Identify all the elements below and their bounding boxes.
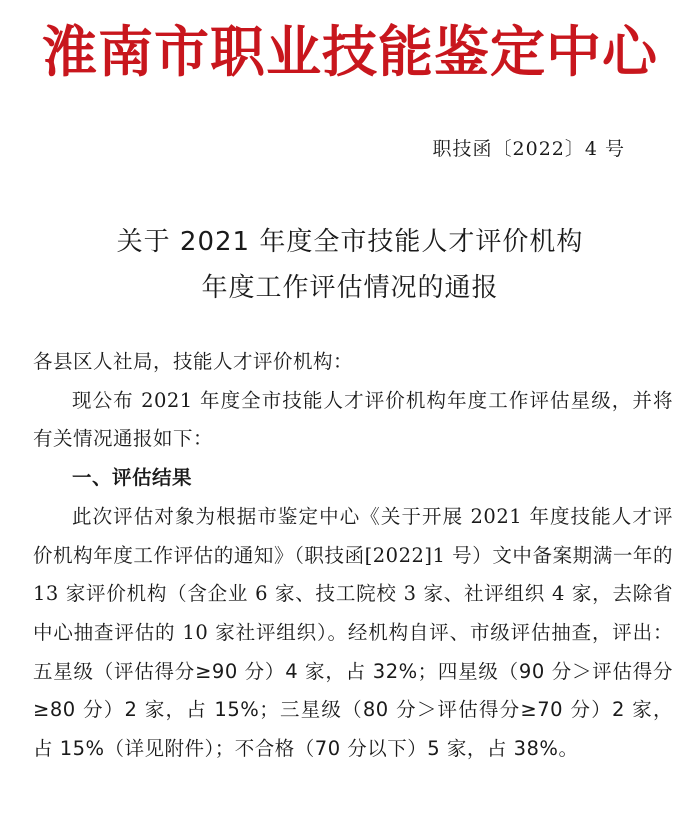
salutation: 各县区人社局，技能人才评价机构：: [33, 350, 354, 373]
section-1-text: 此次评估对象为根据市鉴定中心《关于开展 2021 年度技能人才评价机构年度工作评估的通知》（职技函[2022]1 号）文中备案期满一年的 13 家评价机构（含企业 6 家、技工院校 3 家、社评组织 4 家，去除省中心抽查评估的 10 家社评组织）。: [33, 504, 673, 644]
document-title-line-2: 年度工作评估情况的通报: [201, 273, 499, 303]
document-body: [33, 343, 673, 769]
document-title-line-1: 关于 2021 年度全市技能人才评价机构: [116, 227, 584, 257]
intro-paragraph: 现公布 2021 年度全市技能人才评价机构年度工作评估星级，并将有关情况通报如下：: [33, 388, 673, 451]
document-number: 职技函〔2022〕4 号: [432, 138, 625, 160]
section-1-heading: 一、评估结果: [72, 466, 193, 490]
section-1-paragraph: [33, 498, 673, 769]
section-1-results: 经机构自评、市级评估抽查，评出：五星级（评估得分≥90 分）4 家，占 32%；四星级（90 分＞评估得分≥80 分）2 家，占 15%；三星级（80 分＞评估得分≥70 分）2 家，占 15%（详见附件）；不合格（70 分以下）5 家，占 38%。: [33, 620, 673, 761]
org-masthead: 淮南市职业技能鉴定中心: [41, 20, 658, 84]
